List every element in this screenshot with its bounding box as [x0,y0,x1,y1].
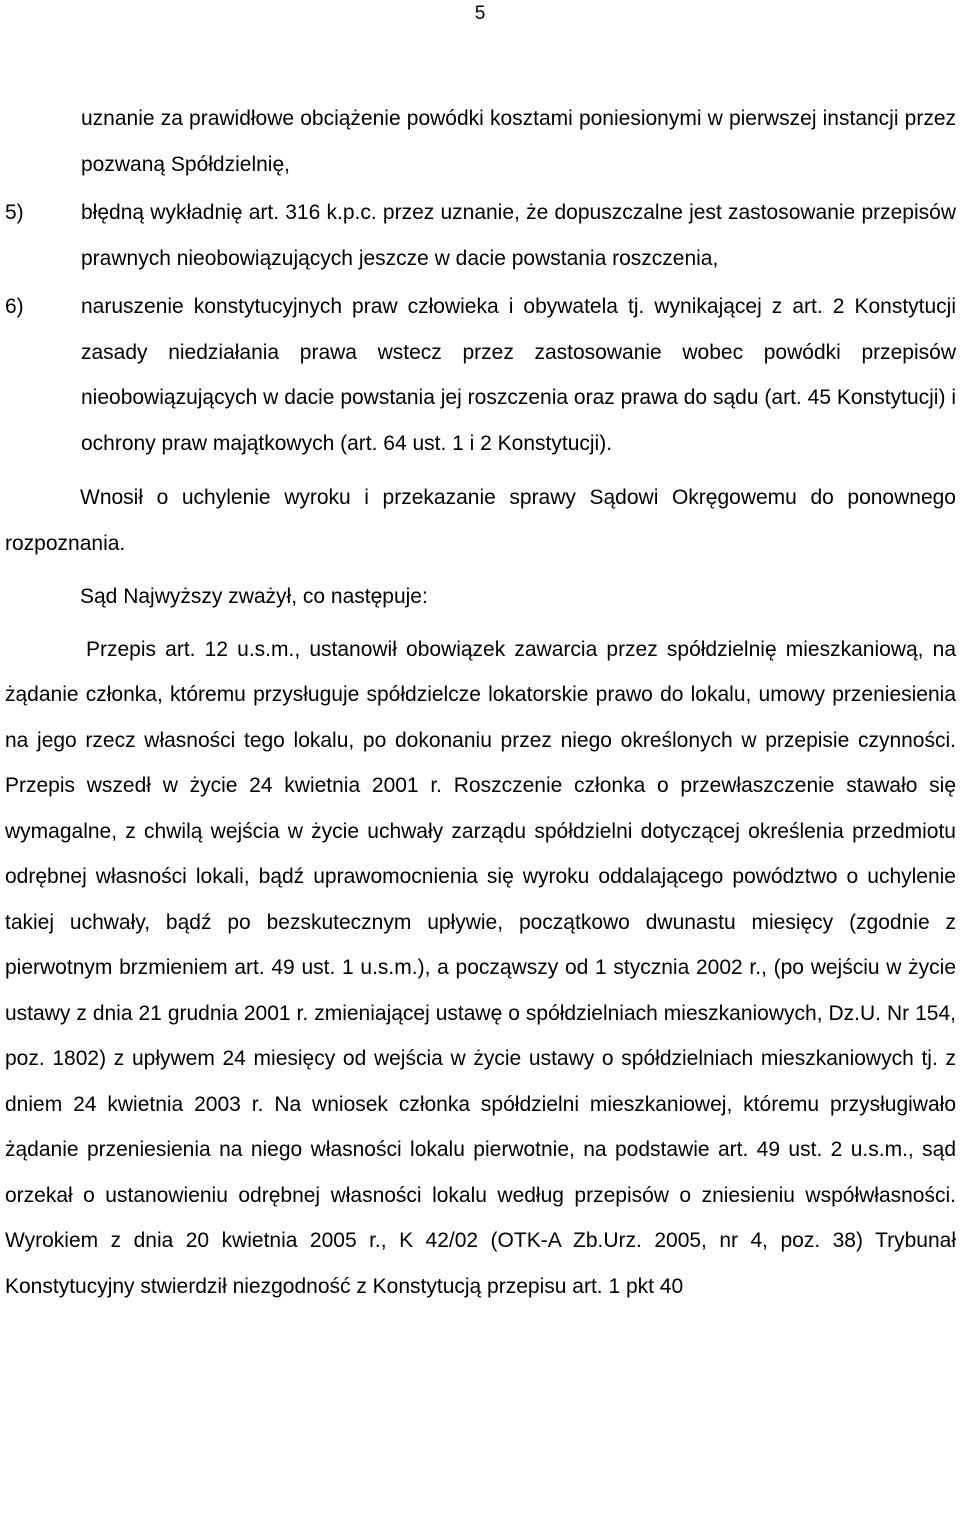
item-4-continuation: uznanie za prawidłowe obciążenie powódki kosztami poniesionymi w pierwszej instancji przez pozwaną Spółdzielnię, [81,107,956,176]
page-number: 5 [474,3,486,24]
list-item-5 [5,190,956,281]
document-body [5,96,956,1309]
list-number: 6) [5,295,24,318]
court-considered-heading: Sąd Najwyższy zważył, co następuje: [80,585,428,608]
list-item-6 [5,284,956,466]
reasoning-paragraph: Przepis art. 12 u.s.m., ustanowił obowiązek zawarcia przez spółdzielnię mieszkaniową, na żądanie członka, któremu przysługuje spółdzielcze lokatorskie prawo do lokalu, umowy przeniesienia na jego rzecz własności tego lokalu, po dokonaniu przez niego określonych w przepisie czynności. Przepis wszedł w życie 24 kwietnia 2001 r. Roszczenie członka o przewłaszczenie stawało się wymagalne, z chwilą wejścia w życie uchwały zarządu spółdzielni dotyczącej określenia przedmiotu odrębnej własności lokali, bądź uprawomocnienia się wyroku oddalającego powództwo o uchylenie takiej uchwały, bądź po bezskutecznym upływie, początkowo dwunastu miesięcy (zgodnie z pierwotnym brzmieniem art. 49 ust. 1 u.s.m.), a począwszy od 1 stycznia 2002 r., (po wejściu w życie ustawy z dnia 21 grudnia 2001 r. zmieniającej ustawę o spółdzielniach mieszkaniowych, Dz.U. Nr 154, poz. 1802) z upływem 24 miesięcy od wejścia w życie ustawy o spółdzielniach mieszkaniowych tj. z dniem 24 kwietnia 2003 r. Na wniosek członka spółdzielni mieszkaniowej, któremu przysługiwało żądanie przeniesienia na niego własności lokalu pierwotnie, na podstawie art. 49 ust. 2 u.s.m., sąd orzekał o ustanowieniu odrębnej własności lokalu według przepisów o zniesieniu współwłasności. Wyrokiem z dnia 20 kwietnia 2005 r., K 42/02 (OTK-A Zb.Urz. 2005, nr 4, poz. 38) Trybunał Konstytucyjny stwierdził niezgodność z Konstytucją przepisu art. 1 pkt 40 [5,637,956,1298]
list-number: 5) [5,201,24,224]
list-text: błędną wykładnię art. 316 k.p.c. przez uznanie, że dopuszczalne jest zastosowanie przepisów prawnych nieobowiązujących jeszcze w dacie powstania roszczenia, [81,201,956,270]
list-text: naruszenie konstytucyjnych praw człowieka i obywatela tj. wynikającej z art. 2 Konstytucji zasady niedziałania prawa wstecz przez zastosowanie wobec powódki przepisów nieobowiązujących w dacie powstania jej roszczenia oraz prawa do sądu (art. 45 Konstytucji) i ochrony praw majątkowych (art. 64 ust. 1 i 2 Konstytucji). [81,295,956,455]
motion-paragraph: Wnosił o uchylenie wyroku i przekazanie sprawy Sądowi Okręgowemu do ponownego rozpoznania. [5,486,956,555]
